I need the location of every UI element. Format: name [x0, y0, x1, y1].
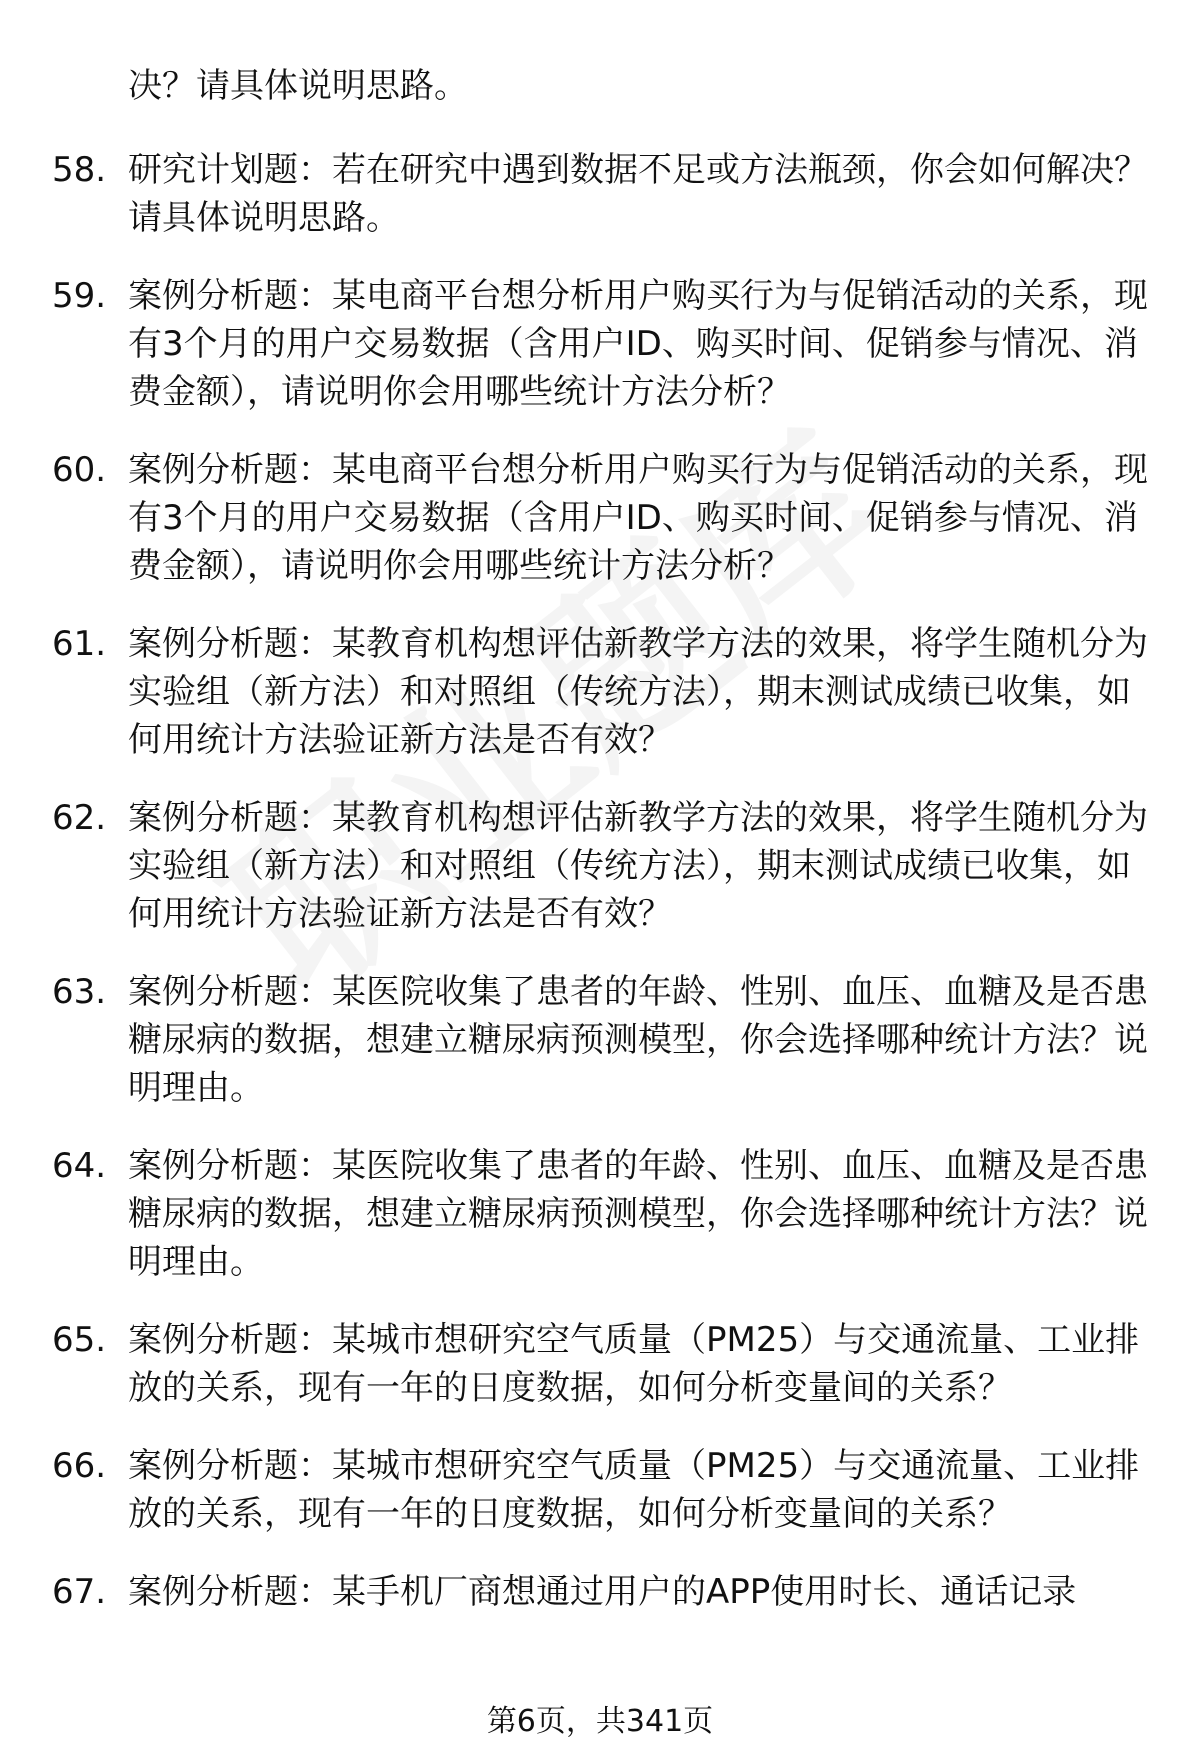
- question-item: [0, 272, 1200, 416]
- page-footer: 第6页，共341页: [486, 1704, 714, 1739]
- question-number: 64.: [52, 1146, 107, 1186]
- question-item: [0, 794, 1200, 938]
- question-number: 65.: [52, 1320, 107, 1360]
- question-number: 61.: [52, 624, 107, 664]
- question-text: 案例分析题：某电商平台想分析用户购买行为与促销活动的关系，现有3个月的用户交易数据（含用户ID、购买时间、促销参与情况、消费金额），请说明你会用哪些统计方法分析？: [128, 276, 1148, 412]
- question-item: [0, 620, 1200, 764]
- continued-text: 决？请具体说明思路。: [128, 66, 468, 106]
- question-text: 案例分析题：某电商平台想分析用户购买行为与促销活动的关系，现有3个月的用户交易数据（含用户ID、购买时间、促销参与情况、消费金额），请说明你会用哪些统计方法分析？: [128, 450, 1148, 586]
- question-text: 研究计划题：若在研究中遇到数据不足或方法瓶颈，你会如何解决？请具体说明思路。: [128, 150, 1148, 238]
- question-text: 案例分析题：某教育机构想评估新教学方法的效果，将学生随机分为实验组（新方法）和对照组（传统方法），期末测试成绩已收集，如何用统计方法验证新方法是否有效？: [128, 798, 1148, 934]
- question-text: 案例分析题：某城市想研究空气质量（PM25）与交通流量、工业排放的关系，现有一年的日度数据，如何分析变量间的关系？: [128, 1320, 1140, 1408]
- question-item: [0, 1568, 1200, 1616]
- question-number: 66.: [52, 1446, 107, 1486]
- question-item: [0, 1142, 1200, 1286]
- question-item: [0, 1316, 1200, 1412]
- question-number: 58.: [52, 150, 107, 190]
- question-item: [0, 146, 1200, 242]
- question-number: 67.: [52, 1572, 107, 1612]
- question-number: 62.: [52, 798, 107, 838]
- question-item: [0, 1442, 1200, 1538]
- question-number: 59.: [52, 276, 107, 316]
- question-text: 案例分析题：某医院收集了患者的年龄、性别、血压、血糖及是否患糖尿病的数据，想建立糖尿病预测模型，你会选择哪种统计方法？说明理由。: [128, 972, 1148, 1108]
- question-text: 案例分析题：某教育机构想评估新教学方法的效果，将学生随机分为实验组（新方法）和对照组（传统方法），期末测试成绩已收集，如何用统计方法验证新方法是否有效？: [128, 624, 1148, 760]
- question-list: [0, 146, 1200, 1646]
- question-item: [0, 446, 1200, 590]
- question-text: 案例分析题：某城市想研究空气质量（PM25）与交通流量、工业排放的关系，现有一年的日度数据，如何分析变量间的关系？: [128, 1446, 1140, 1534]
- question-item: [0, 968, 1200, 1112]
- question-number: 60.: [52, 450, 107, 490]
- question-text: 案例分析题：某手机厂商想通过用户的APP使用时长、通话记录: [128, 1572, 1077, 1612]
- question-number: 63.: [52, 972, 107, 1012]
- question-text: 案例分析题：某医院收集了患者的年龄、性别、血压、血糖及是否患糖尿病的数据，想建立糖尿病预测模型，你会选择哪种统计方法？说明理由。: [128, 1146, 1148, 1282]
